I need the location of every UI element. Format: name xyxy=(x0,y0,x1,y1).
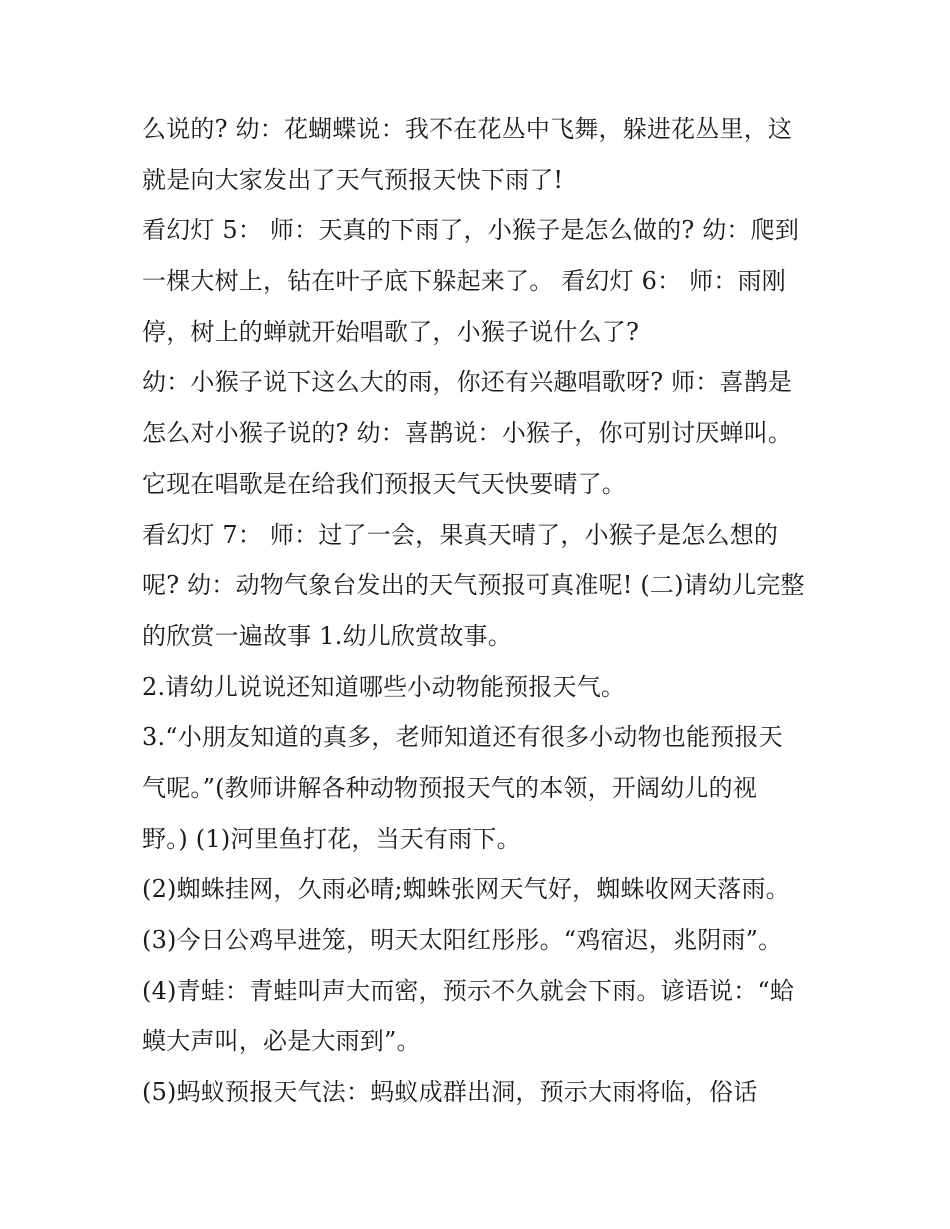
text-line: 就是向大家发出了天气预报天快下雨了! xyxy=(142,165,564,194)
text-line: 么说的? 幼：花蝴蝶说：我不在花丛中飞舞，躲进花丛里，这 xyxy=(142,115,793,143)
text-line: 一棵大树上，钻在叶子底下躲起来了。 看幻灯 6： 师：雨刚 xyxy=(142,267,786,296)
text-line: 气呢。”(教师讲解各种动物预报天气的本领，开阔幼儿的视 xyxy=(142,773,758,802)
text-line: 野。) (1)河里鱼打花，当天有雨下。 xyxy=(142,824,521,853)
text-line: 幼：小猴子说下这么大的雨，你还有兴趣唱歌呀? 师：喜鹊是 xyxy=(142,368,793,397)
text-line: 的欣赏一遍故事 1.幼儿欣赏故事。 xyxy=(142,621,512,650)
text-line: (4)青蛙：青蛙叫声大而密，预示不久就会下雨。谚语说：“蛤 xyxy=(142,976,795,1005)
text-line: 看幻灯 5： 师：天真的下雨了，小猴子是怎么做的? 幼：爬到 xyxy=(142,216,800,245)
text-line: 2.请幼儿说说还知道哪些小动物能预报天气。 xyxy=(142,672,626,701)
text-line: 它现在唱歌是在给我们预报天气天快要晴了。 xyxy=(142,469,626,498)
text-line: 停，树上的蝉就开始唱歌了，小猴子说什么了? xyxy=(142,317,640,346)
text-line: 3.“小朋友知道的真多，老师知道还有很多小动物也能预报天 xyxy=(142,723,783,752)
text-line: (5)蚂蚁预报天气法：蚂蚁成群出洞，预示大雨将临，俗话 xyxy=(142,1078,758,1107)
text-line: (2)蜘蛛挂网，久雨必晴;蜘蛛张网天气好，蜘蛛收网天落雨。 xyxy=(142,875,790,904)
document-body xyxy=(142,104,822,1118)
text-line: 怎么对小猴子说的? 幼：喜鹊说：小猴子，你可别讨厌蝉叫。 xyxy=(142,419,793,448)
text-line: 看幻灯 7： 师：过了一会，果真天晴了，小猴子是怎么想的 xyxy=(142,520,779,549)
text-line: 呢? 幼：动物气象台发出的天气预报可真准呢! (二)请幼儿完整 xyxy=(142,571,805,600)
text-line: 蟆大声叫，必是大雨到”。 xyxy=(142,1027,421,1056)
text-line: (3)今日公鸡早进笼，明天太阳红彤彤。“鸡宿迟，兆阴雨”。 xyxy=(142,926,783,954)
